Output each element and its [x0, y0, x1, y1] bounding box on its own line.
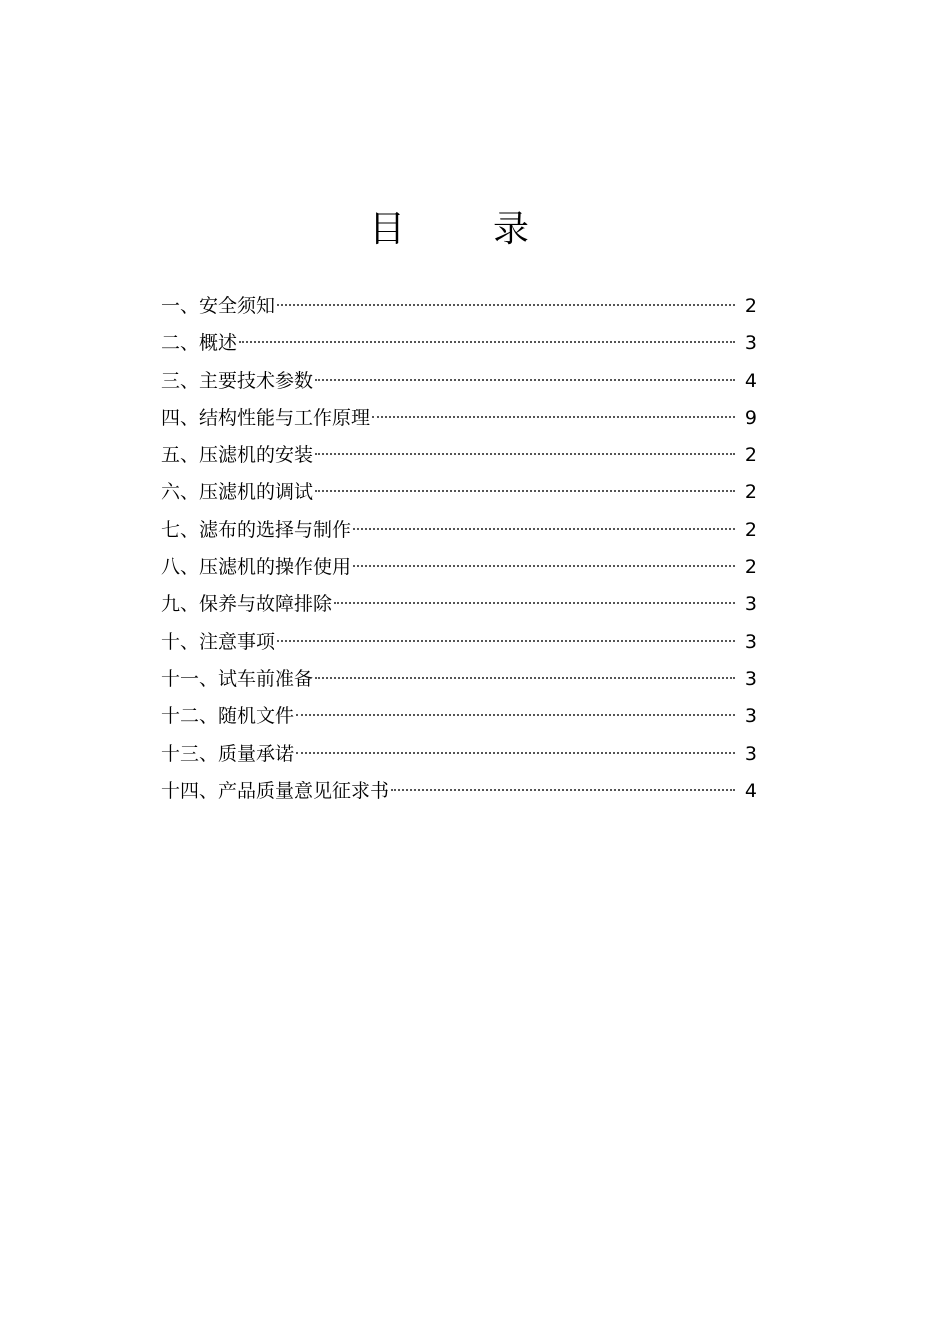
toc-entry-label: 七、滤布的选择与制作: [161, 518, 352, 541]
toc-entry-label: 四、结构性能与工作原理: [161, 406, 371, 429]
dot-leader: [239, 341, 735, 343]
toc-entry-page: 3: [744, 593, 757, 616]
dot-leader: [334, 602, 735, 604]
toc-entry[interactable]: [161, 698, 757, 735]
toc-entry-page: 2: [744, 556, 757, 579]
dot-leader: [277, 640, 735, 642]
toc-entry[interactable]: [161, 624, 757, 661]
page-title: 目录: [368, 209, 617, 250]
toc-entry-page: 3: [744, 667, 757, 690]
dot-leader: [372, 416, 735, 418]
toc-entry-page: 3: [744, 332, 757, 355]
toc-entry[interactable]: [161, 400, 757, 437]
toc-entry-page: 2: [744, 518, 757, 541]
toc-entry-label: 十三、质量承诺: [161, 742, 295, 765]
toc-entry[interactable]: [161, 363, 757, 400]
toc-entry[interactable]: [161, 474, 757, 511]
toc-entry-label: 十一、试车前准备: [161, 667, 314, 690]
toc-entry[interactable]: [161, 773, 757, 810]
toc-entry-label: 三、主要技术参数: [161, 369, 314, 392]
toc-entry-label: 一、安全须知: [161, 295, 276, 317]
toc-entry-page: 2: [744, 295, 757, 317]
toc-entry-page: 4: [744, 779, 757, 802]
dot-leader: [296, 752, 735, 754]
toc-entry-label: 六、压滤机的调试: [161, 481, 314, 504]
dot-leader: [277, 304, 735, 306]
toc-entry-label: 二、概述: [161, 332, 238, 355]
toc-entry-label: 五、压滤机的安装: [161, 444, 314, 467]
toc-entry[interactable]: [161, 586, 757, 623]
dot-leader: [315, 379, 735, 381]
toc-entry-page: 3: [744, 630, 757, 653]
dot-leader: [296, 714, 735, 716]
dot-leader: [315, 490, 735, 492]
dot-leader: [391, 789, 735, 791]
table-of-contents: [161, 288, 757, 810]
toc-entry[interactable]: [161, 437, 757, 474]
toc-entry[interactable]: [161, 325, 757, 362]
toc-entry-label: 九、保养与故障排除: [161, 593, 333, 616]
toc-entry-label: 十四、产品质量意见征求书: [161, 779, 390, 802]
toc-entry-page: 3: [744, 705, 757, 728]
toc-entry[interactable]: [161, 736, 757, 773]
toc-entry[interactable]: [161, 549, 757, 586]
dot-leader: [315, 453, 735, 455]
toc-entry[interactable]: [161, 512, 757, 549]
dot-leader: [315, 677, 735, 679]
toc-entry-page: 2: [744, 481, 757, 504]
toc-entry[interactable]: [161, 288, 757, 325]
toc-entry[interactable]: [161, 661, 757, 698]
toc-entry-page: 3: [744, 742, 757, 765]
toc-entry-label: 十二、随机文件: [161, 705, 295, 728]
toc-entry-page: 9: [744, 406, 757, 429]
toc-entry-page: 4: [744, 369, 757, 392]
toc-entry-label: 八、压滤机的操作使用: [161, 556, 352, 579]
dot-leader: [353, 565, 735, 567]
toc-entry-page: 2: [744, 444, 757, 467]
dot-leader: [353, 528, 735, 530]
toc-entry-label: 十、注意事项: [161, 630, 276, 653]
